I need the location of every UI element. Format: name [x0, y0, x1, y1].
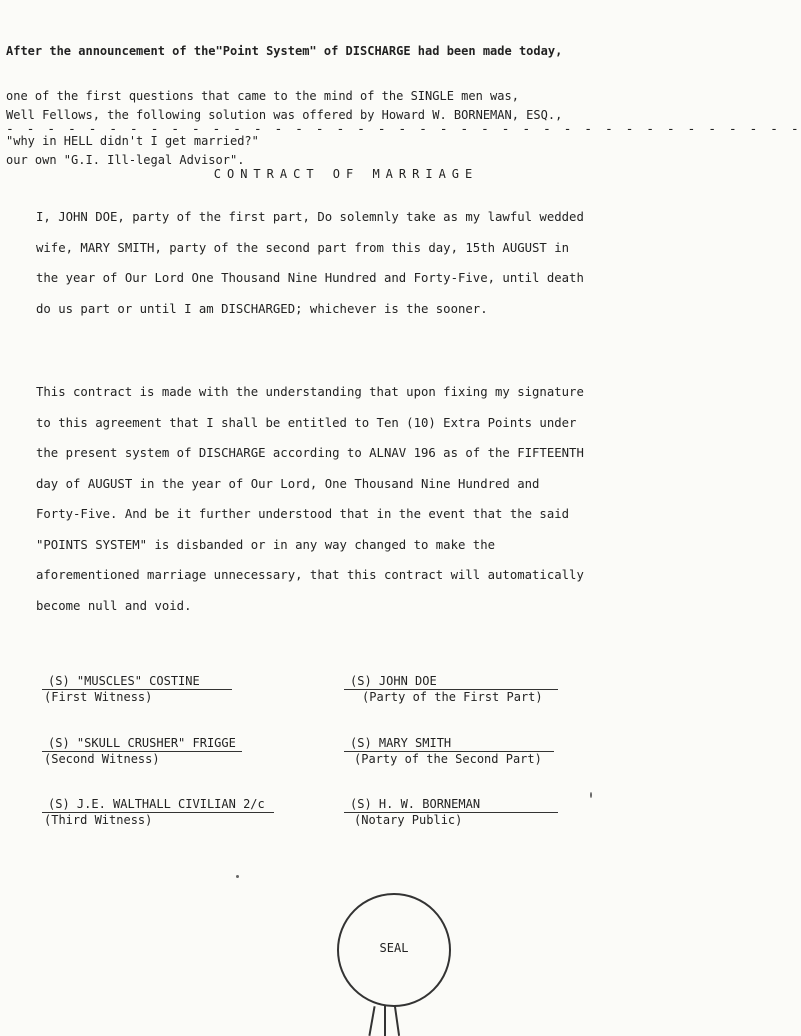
signature-role: (First Witness)	[44, 690, 153, 704]
signature-name: (S) JOHN DOE	[344, 674, 558, 690]
signature-role: (Party of the First Part)	[362, 690, 543, 704]
intro-line-2: one of the first questions that came to the mind of the SINGLE men was,	[6, 89, 519, 103]
paragraph-1-text: I, JOHN DOE, party of the first part, Do solemnly take as my lawful wedded wife, MARY SMITH, party of the second part from this day, 15th AUGUST in the year of Our Lord One Thousand Nine Hundred and Forty-Five, until death do us part or until I am DISCHARGED; whichever is the sooner.	[36, 210, 584, 316]
seal-ribbon	[384, 1006, 386, 1036]
signature-name: (S) H. W. BORNEMAN	[344, 797, 558, 813]
signature-second-witness	[42, 736, 242, 766]
signature-first-witness	[42, 674, 232, 704]
document-title: CONTRACT OF MARRIAGE	[213, 167, 479, 181]
intro-line-4: Well Fellows, the following solution was offered by Howard W. BORNEMAN, ESQ.,	[6, 108, 563, 122]
signature-second-party	[344, 736, 554, 766]
intro-line-3: "why in HELL didn't I get married?"	[6, 134, 259, 148]
intro-line-1: After the announcement of the"Point System" of DISCHARGE had been made today,	[6, 44, 563, 58]
signature-first-party	[344, 674, 558, 704]
seal-label: SEAL	[379, 941, 409, 955]
intro-line-5: our own "G.I. Ill-legal Advisor".	[6, 153, 245, 167]
signature-name: (S) MARY SMITH	[344, 736, 554, 752]
signature-notary	[344, 797, 558, 827]
signature-role: (Third Witness)	[44, 813, 153, 827]
contract-paragraph-2	[36, 377, 586, 621]
signature-name: (S) "MUSCLES" COSTINE	[42, 674, 232, 690]
signature-role: (Notary Public)	[354, 813, 463, 827]
separator-line: - - - - - - - - - - - - - - - - - - - - - - - - - - - - - - - - - - - - - - -	[6, 122, 801, 137]
contract-paragraph-1	[36, 202, 586, 324]
signature-third-witness	[42, 797, 274, 827]
seal-ribbon	[394, 1006, 400, 1036]
signature-name: (S) "SKULL CRUSHER" FRIGGE	[42, 736, 242, 752]
notary-seal	[337, 893, 451, 1007]
signature-role: (Party of the Second Part)	[354, 752, 542, 766]
paper-speck	[236, 875, 239, 878]
signature-role: (Second Witness)	[44, 752, 160, 766]
seal-ribbon	[368, 1006, 375, 1036]
signature-name: (S) J.E. WALTHALL CIVILIAN 2/c	[42, 797, 274, 813]
paragraph-2-text: This contract is made with the understanding that upon fixing my signature to this agreement that I shall be entitled to Ten (10) Extra Points under the present system of DISCHARGE according to ALNAV 196 as of the FIFTEENTH day of AUGUST in the year of Our Lord, One Thousand Nine Hundred and Forty-Five. And be it further understood that in the event that the said "POINTS SYSTEM" is disbanded or in any way changed to make the aforementioned marriage unnecessary, that this contract will automatically become null and void.	[36, 385, 584, 613]
paper-speck	[590, 792, 592, 798]
